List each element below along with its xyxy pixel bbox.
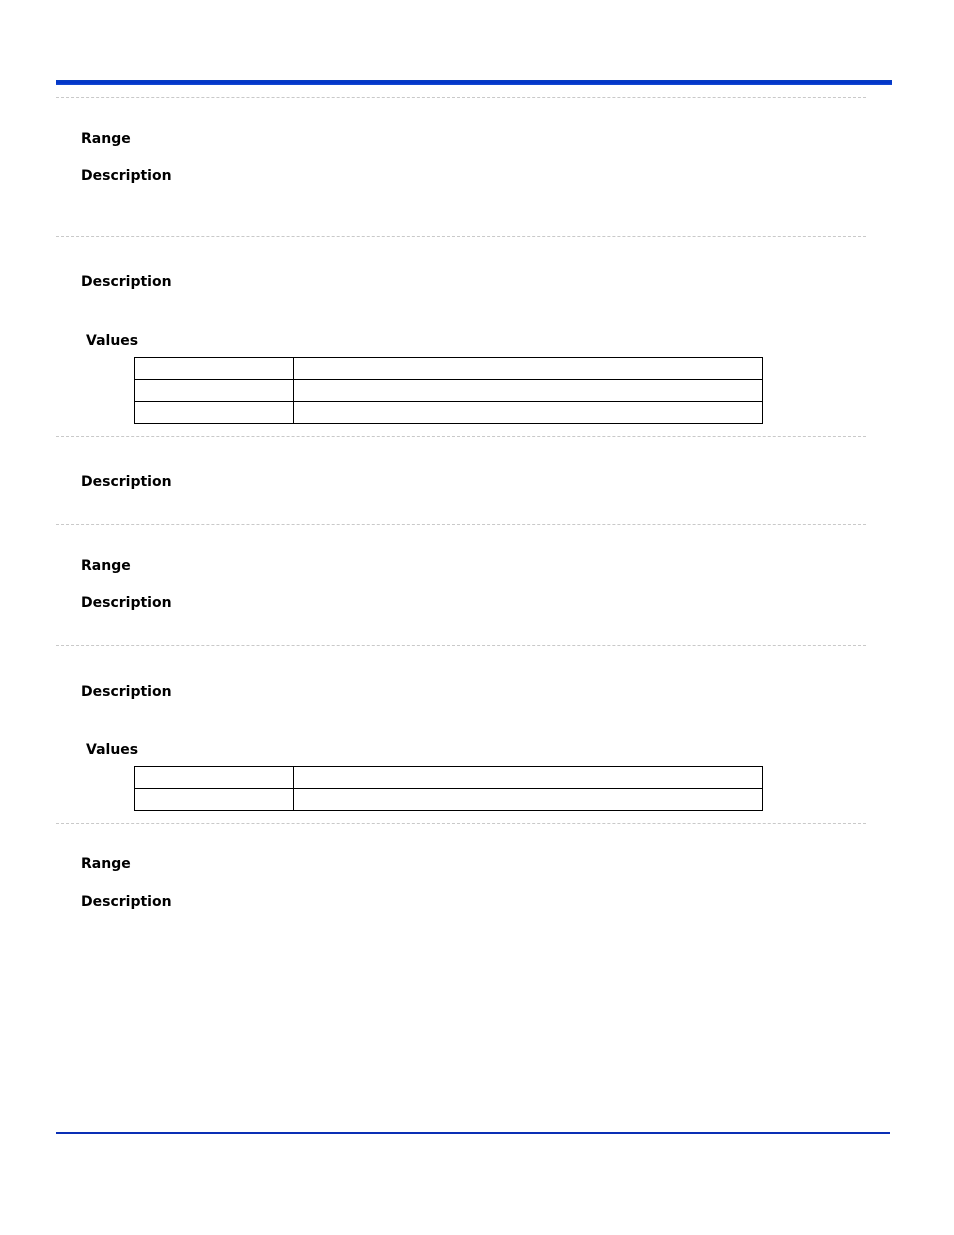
section-divider: [56, 823, 866, 824]
section-divider: [56, 97, 866, 98]
range-label: Range: [81, 558, 131, 574]
table-cell: [135, 767, 294, 789]
table-row: [135, 789, 763, 811]
table-cell: [135, 380, 294, 402]
range-label: Range: [81, 131, 131, 147]
table-row: [135, 402, 763, 424]
section-divider: [56, 524, 866, 525]
header-rule: [56, 80, 892, 85]
table-cell: [135, 358, 294, 380]
table-row: [135, 767, 763, 789]
table-cell: [294, 358, 763, 380]
description-label: Description: [81, 595, 172, 611]
table-cell: [294, 402, 763, 424]
section-divider: [56, 236, 866, 237]
description-label: Description: [81, 684, 172, 700]
values-label: Values: [86, 742, 139, 758]
table-cell: [294, 767, 763, 789]
description-label: Description: [81, 274, 172, 290]
range-label: Range: [81, 856, 131, 872]
section-divider: [56, 645, 866, 646]
table-row: [135, 358, 763, 380]
table-cell: [135, 402, 294, 424]
section-divider: [56, 436, 866, 437]
values-table: [134, 357, 763, 424]
table-cell: [135, 789, 294, 811]
footer-rule: [56, 1132, 890, 1134]
description-label: Description: [81, 894, 172, 910]
values-table: [134, 766, 763, 811]
values-label: Values: [86, 333, 139, 349]
description-label: Description: [81, 474, 172, 490]
table-row: [135, 380, 763, 402]
table-cell: [294, 789, 763, 811]
description-label: Description: [81, 168, 172, 184]
table-cell: [294, 380, 763, 402]
